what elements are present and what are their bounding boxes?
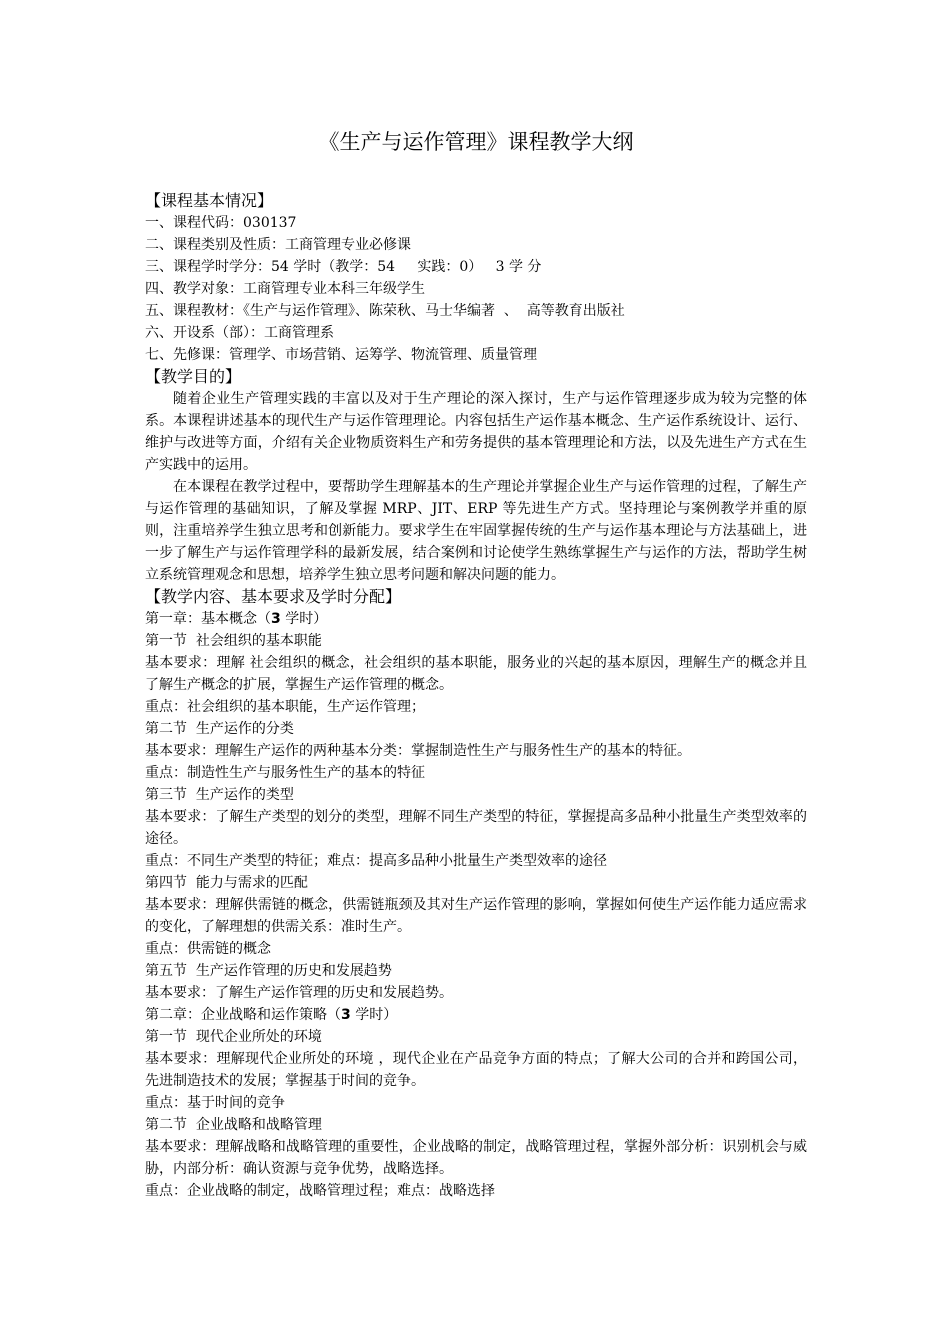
section-title: 第二节 生产运作的分类	[145, 721, 294, 737]
purpose-heading: 【教学目的】	[145, 367, 242, 386]
document-title: 《生产与运作管理》课程教学大纲	[318, 130, 634, 154]
course-textbook-line: 五、课程教材：《生产与运作管理》、陈荣秋、马士华编著 、 高等教育出版社	[145, 303, 625, 319]
course-code-line: 一、课程代码：030137	[145, 215, 297, 231]
course-type-line: 二、课程类别及性质：工商管理专业必修课	[145, 237, 411, 253]
chapter-title-post: 学时）	[280, 611, 328, 627]
section-requirement: 基本要求：理解供需链的概念，供需链瓶颈及其对生产运作管理的影响，掌握如何使生产运作能力适应需求的变化，了解理想的供需关系：准时生产。	[145, 897, 807, 935]
section-key-point: 重点：供需链的概念	[145, 941, 271, 957]
purpose-section	[145, 366, 807, 586]
section-requirement: 基本要求：了解生产类型的划分的类型，理解不同生产类型的特征，掌握提高多品种小批量生产类型效率的途径。	[145, 809, 807, 847]
section-title: 第三节 生产运作的类型	[145, 787, 294, 803]
section-title: 第五节 生产运作管理的历史和发展趋势	[145, 963, 392, 979]
section-key-point: 重点：基于时间的竞争	[145, 1095, 285, 1111]
section-title: 第二节 企业战略和战略管理	[145, 1117, 322, 1133]
purpose-paragraph: 在本课程在教学过程中，要帮助学生理解基本的生产理论并掌握企业生产与运作管理的过程，了解生产与运作管理的基础知识，了解及掌握 MRP、JIT、ERP 等先进生产方式。坚持理论与案例教学并重的原则，注重培养学生独立思考和创新能力。要求学生在牢固掌握传统的生产与运作基本理论与方法基础上，进一步了解生产与运作管理学科的最新发展，结合案例和讨论使学生熟练掌握生产与运作的方法，帮助学生树立系统管理观念和思想，培养学生独立思考问题和解决问题的能力。	[145, 479, 807, 583]
section-key-point: 重点：制造性生产与服务性生产的基本的特征	[145, 765, 425, 781]
section-key-point: 重点：企业战略的制定，战略管理过程；难点：战略选择	[145, 1183, 495, 1199]
chapter-title	[145, 1004, 807, 1026]
section-requirement: 基本要求：理解生产运作的两种基本分类：掌握制造性生产与服务性生产的基本的特征。	[145, 743, 691, 759]
section-title: 第一节 现代企业所处的环境	[145, 1029, 322, 1045]
basic-info-section	[145, 190, 807, 366]
course-department-line: 六、开设系（部）：工商管理系	[145, 325, 334, 341]
course-prerequisites-line: 七、先修课：管理学、市场营销、运筹学、物流管理、质量管理	[145, 347, 537, 363]
section-requirement: 基本要求：理解现代企业所处的环境 ，现代企业在产品竞争方面的特点；了解大公司的合并和跨国公司，先进制造技术的发展；掌握基于时间的竞争。	[145, 1051, 807, 1089]
chapter-hours: 3	[271, 611, 281, 627]
content-section	[145, 586, 807, 1202]
document-page	[145, 128, 807, 1202]
section-requirement: 基本要求：了解生产运作管理的历史和发展趋势。	[145, 985, 453, 1001]
section-title: 第四节 能力与需求的匹配	[145, 875, 308, 891]
section-requirement: 基本要求：理解战略和战略管理的重要性，企业战略的制定，战略管理过程，掌握外部分析：识别机会与威胁，内部分析：确认资源与竞争优势，战略选择。	[145, 1139, 807, 1177]
section-title: 第一节 社会组织的基本职能	[145, 633, 322, 649]
chapter-hours: 3	[341, 1007, 351, 1023]
purpose-paragraph: 随着企业生产管理实践的丰富以及对于生产理论的深入探讨，生产与运作管理逐步成为较为完整的体系。本课程讲述基本的现代生产与运作管理理论。内容包括生产运作基本概念、生产运作系统设计、运行、维护与改进等方面，介绍有关企业物质资料生产和劳务提供的基本管理理论和方法，以及先进生产方式在生产实践中的运用。	[145, 391, 807, 473]
section-key-point: 重点：社会组织的基本职能，生产运作管理；	[145, 699, 425, 715]
course-audience-line: 四、教学对象：工商管理专业本科三年级学生	[145, 281, 425, 297]
section-requirement: 基本要求：理解 社会组织的概念，社会组织的基本职能，服务业的兴起的基本原因，理解生产的概念并且了解生产概念的扩展，掌握生产运作管理的概念。	[145, 655, 807, 693]
section-key-point: 重点：不同生产类型的特征；难点：提高多品种小批量生产类型效率的途径	[145, 853, 607, 869]
course-hours-line: 三、课程学时学分：54 学时（教学：54 实践：0） 3 学 分	[145, 259, 542, 275]
basic-info-heading: 【课程基本情况】	[145, 191, 274, 210]
content-heading: 【教学内容、基本要求及学时分配】	[145, 587, 402, 606]
chapter-title-post: 学时）	[350, 1007, 398, 1023]
chapter-title-pre: 第一章：基本概念（	[145, 611, 271, 627]
chapter-title-pre: 第二章：企业战略和运作策略（	[145, 1007, 341, 1023]
chapter-title	[145, 608, 807, 630]
